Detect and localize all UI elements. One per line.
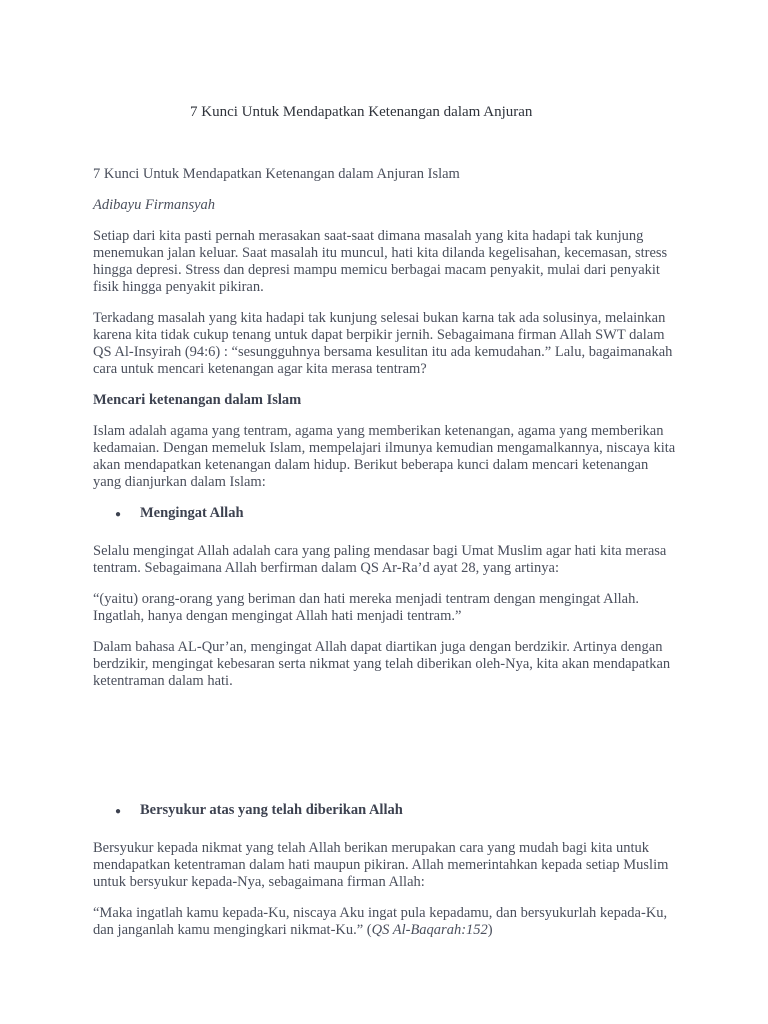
quote-close: ) (487, 922, 493, 938)
bullet-item-bersyukur (93, 802, 678, 820)
paragraph-mengingat: Selalu mengingat Allah adalah cara yang paling mendasar bagi Umat Muslim agar hati kita merasa tentram. Sebagaimana Allah berfirman dalam QS Ar-Ra’d ayat 28, yang artinya: (93, 543, 667, 576)
paragraph-islam: Islam adalah agama yang tentram, agama yang memberikan ketenangan, agama yang memberikan kedamaian. Dengan memeluk Islam, mempelajari ilmunya kemudian mengamalkannya, niscaya kita akan mendapatkan ketenangan dalam hidup. Berikut beberapa kunci dalam mencari ketenangan yang dianjurkan dalam Islam: (93, 423, 676, 490)
bullet-label: Mengingat Allah (140, 505, 244, 521)
bullet-label: Bersyukur atas yang telah diberikan Allah (140, 802, 403, 818)
paragraph-intro: Setiap dari kita pasti pernah merasakan saat-saat dimana masalah yang kita hadapi tak kunjung menemukan jalan keluar. Saat masalah itu muncul, hati kita dilanda kegelisahan, kecemasan, stress hingga depresi. Stress dan depresi mampu memicu berbagai macam penyakit, mulai dari penyakit fisik hingga penyakit pikiran. (93, 228, 668, 295)
author-name: Adibayu Firmansyah (93, 197, 216, 213)
quote-reference: QS Al-Baqarah:152 (371, 922, 488, 938)
paragraph-problem: Terkadang masalah yang kita hadapi tak kunjung selesai bukan karna tak ada solusinya, melainkan karena kita tidak cukup tenang untuk dapat berpikir jernih. Sebagaimana firman Allah SWT dalam QS Al-Insyirah (94:6) : “sesungguhnya bersama kesulitan itu ada kemudahan.” Lalu, bagaimanakah cara untuk mencari ketenangan agar kita merasa tentram? (93, 310, 673, 377)
bullet-icon: ● (115, 509, 122, 520)
section-heading: Mencari ketenangan dalam Islam (93, 392, 302, 408)
subtitle: 7 Kunci Untuk Mendapatkan Ketenangan dalam Anjuran Islam (93, 166, 460, 182)
paragraph-dzikir: Dalam bahasa AL-Qur’an, mengingat Allah dapat diartikan juga dengan berdzikir. Artinya dengan berdzikir, mengingat kebesaran serta nikmat yang telah diberikan oleh-Nya, kita akan mendapatkan ketentraman dalam hati. (93, 639, 671, 689)
bullet-item-mengingat (93, 505, 678, 523)
document-body (93, 166, 678, 953)
quote-al-baqarah (93, 905, 678, 939)
paragraph-bersyukur: Bersyukur kepada nikmat yang telah Allah berikan merupakan cara yang mudah bagi kita untuk mendapatkan ketentraman dalam hati maupun pikiran. Allah memerintahkan kepada setiap Muslim untuk bersyukur kepada-Nya, sebagaimana firman Allah: (93, 840, 669, 890)
quote-ar-rad: “(yaitu) orang-orang yang beriman dan hati mereka menjadi tentram dengan mengingat Allah. Ingatlah, hanya dengan mengingat Allah hati menjadi tentram.” (93, 591, 639, 624)
bullet-icon: ● (115, 806, 122, 817)
quote-text: “Maka ingatlah kamu kepada-Ku, niscaya Aku ingat pula kepadamu, dan bersyukurlah kepada-Ku, dan janganlah kamu mengingkari nikmat-Ku.” ( (93, 905, 668, 938)
blank-space (93, 704, 678, 802)
document-title: 7 Kunci Untuk Mendapatkan Ketenangan dalam Anjuran (190, 104, 533, 120)
